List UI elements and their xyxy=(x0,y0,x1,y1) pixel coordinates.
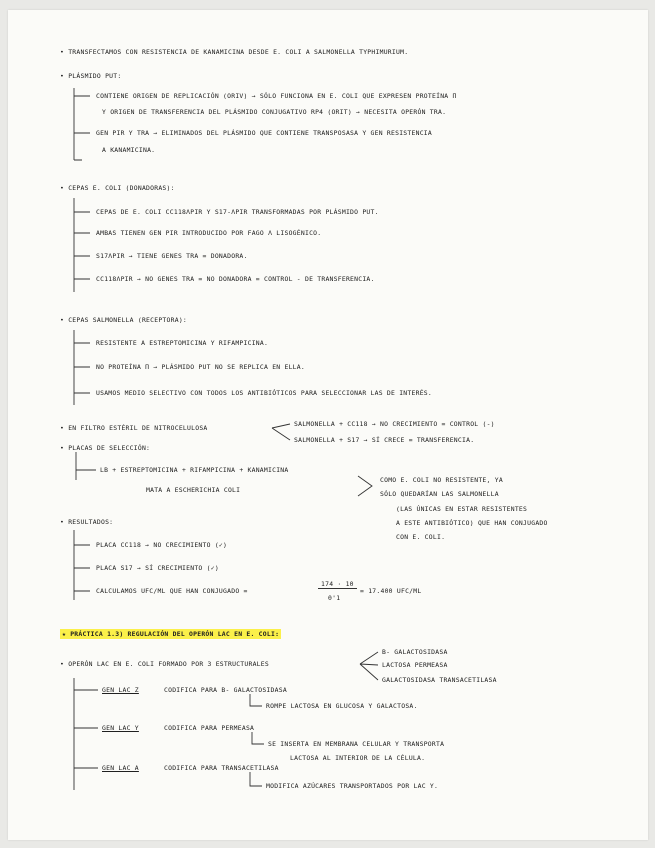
plasmid-heading: • PLÁSMIDO PUT: xyxy=(60,72,122,80)
results-total: = 17.400 UFC/ML xyxy=(360,587,422,595)
plates-line-2: MATA A ESCHERICHIA COLI xyxy=(146,486,241,494)
results-item-2: PLACA S17 → SÍ CRECIMIENTO (✓) xyxy=(96,564,219,572)
results-item-1: PLACA CC118 → NO CRECIMIENTO (✓) xyxy=(96,541,228,549)
ecoli-item-2: AMBAS TIENEN GEN PIR INTRODUCIDO POR FAGO Λ LISOGÉNICO. xyxy=(96,229,322,237)
gene-laca-name: GEN LAC A xyxy=(102,764,139,772)
filter-line: • EN FILTRO ESTÉRIL DE NITROCELULOSA xyxy=(60,424,208,432)
salmonella-item-1: RESISTENTE A ESTREPTOMICINA Y RIFAMPICINA. xyxy=(96,339,269,347)
gene-laca-detail: MODIFICA AZÚCARES TRANSPORTADOS POR LAC Y. xyxy=(266,782,439,790)
results-calc-label: CALCULAMOS UFC/ML QUE HAN CONJUGADO = xyxy=(96,587,248,595)
filter-branch-2: SALMONELLA + S17 → SÍ CRECE = TRANSFERENCIA. xyxy=(294,436,475,444)
gene-lacz-codes: CODIFICA PARA Β- GALACTOSIDASA xyxy=(164,686,287,694)
plasmid-item-3: GEN PIR Y TRA → ELIMINADOS DEL PLÁSMIDO QUE CONTIENE TRANSPOSASA Y GEN RESISTENCIA xyxy=(96,129,432,137)
operon-line: • OPERÓN LAC EN E. COLI FORMADO POR 3 ESTRUCTURALES xyxy=(60,660,269,668)
plates-note-4: A ESTE ANTIBIÓTICO) QUE HAN CONJUGADO xyxy=(396,519,548,527)
gene-lacy-name: GEN LAC Y xyxy=(102,724,139,732)
plates-note-1: COMO E. COLI NO RESISTENTE, YA xyxy=(380,476,503,484)
practice-title xyxy=(60,630,281,638)
practice-title-text: ★ PRÁCTICA 1.3) REGULACIÓN DEL OPERÓN LAC EN E. COLI: xyxy=(62,630,280,638)
operon-branch-3: GALACTOSIDASA TRANSACETILASA xyxy=(382,676,497,684)
plasmid-item-4: A KANAMICINA. xyxy=(102,146,156,154)
results-fraction-den: 0'1 xyxy=(328,594,341,602)
salmonella-item-3: USAMOS MEDIO SELECTIVO CON TODOS LOS ANTIBIÓTICOS PARA SELECCIONAR LAS DE INTERÉS. xyxy=(96,389,432,397)
gene-laca-codes: CODIFICA PARA TRANSACETILASA xyxy=(164,764,279,772)
plates-heading: • PLACAS DE SELECCIÓN: xyxy=(60,444,151,452)
title-line: • TRANSFECTAMOS CON RESISTENCIA DE KANAMICINA DESDE E. COLI A SALMONELLA TYPHIMURIUM. xyxy=(60,48,409,56)
plasmid-item-2: Y ORIGEN DE TRANSFERENCIA DEL PLÁSMIDO CONJUGATIVO RP4 (ORIT) → NECESITA OPERÓN TRA. xyxy=(102,108,447,116)
salmonella-heading: • CEPAS SALMONELLA (RECEPTORA): xyxy=(60,316,188,324)
operon-branch-2: LACTOSA PERMEASA xyxy=(382,661,448,669)
plates-note-3: (LAS ÚNICAS EN ESTAR RESISTENTES xyxy=(396,505,528,513)
ecoli-item-1: CEPAS DE E. COLI CC118ΛPIR Y S17-ΛPIR TRANSFORMADAS POR PLÁSMIDO PUT. xyxy=(96,208,379,216)
filter-branch-1: SALMONELLA + CC118 → NO CRECIMIENTO = CONTROL (-) xyxy=(294,420,495,428)
ecoli-heading: • CEPAS E. COLI (DONADORAS): xyxy=(60,184,175,192)
gene-lacy-detail-2: LACTOSA AL INTERIOR DE LA CÉLULA. xyxy=(290,754,426,762)
operon-branch-1: Β- GALACTOSIDASA xyxy=(382,648,448,656)
gene-lacz-name: GEN LAC Z xyxy=(102,686,139,694)
results-fraction-num: 174 · 10 xyxy=(318,580,357,589)
salmonella-item-2: NO PROTEÍNA Π → PLÁSMIDO PUT NO SE REPLICA EN ELLA. xyxy=(96,363,305,371)
ecoli-item-4: CC118ΛPIR → NO GENES TRA = NO DONADORA = CONTROL - DE TRANSFERENCIA. xyxy=(96,275,375,283)
plates-line-1: LB + ESTREPTOMICINA + RIFAMPICINA + KANAMICINA xyxy=(100,466,289,474)
plates-note-5: CON E. COLI. xyxy=(396,533,446,541)
gene-lacy-codes: CODIFICA PARA PERMEASA xyxy=(164,724,255,732)
gene-lacy-detail: SE INSERTA EN MEMBRANA CELULAR Y TRANSPORTA xyxy=(268,740,445,748)
results-heading: • RESULTADOS: xyxy=(60,518,114,526)
ecoli-item-3: S17ΛPIR → TIENE GENES TRA = DONADORA. xyxy=(96,252,248,260)
plates-note-2: SÓLO QUEDARÍAN LAS SALMONELLA xyxy=(380,490,499,498)
gene-lacz-detail: ROMPE LACTOSA EN GLUCOSA Y GALACTOSA. xyxy=(266,702,418,710)
plasmid-item-1: CONTIENE ORIGEN DE REPLICACIÓN (ORIV) → SÓLO FUNCIONA EN E. COLI QUE EXPRESEN PROTEÍNA Π xyxy=(96,92,457,100)
